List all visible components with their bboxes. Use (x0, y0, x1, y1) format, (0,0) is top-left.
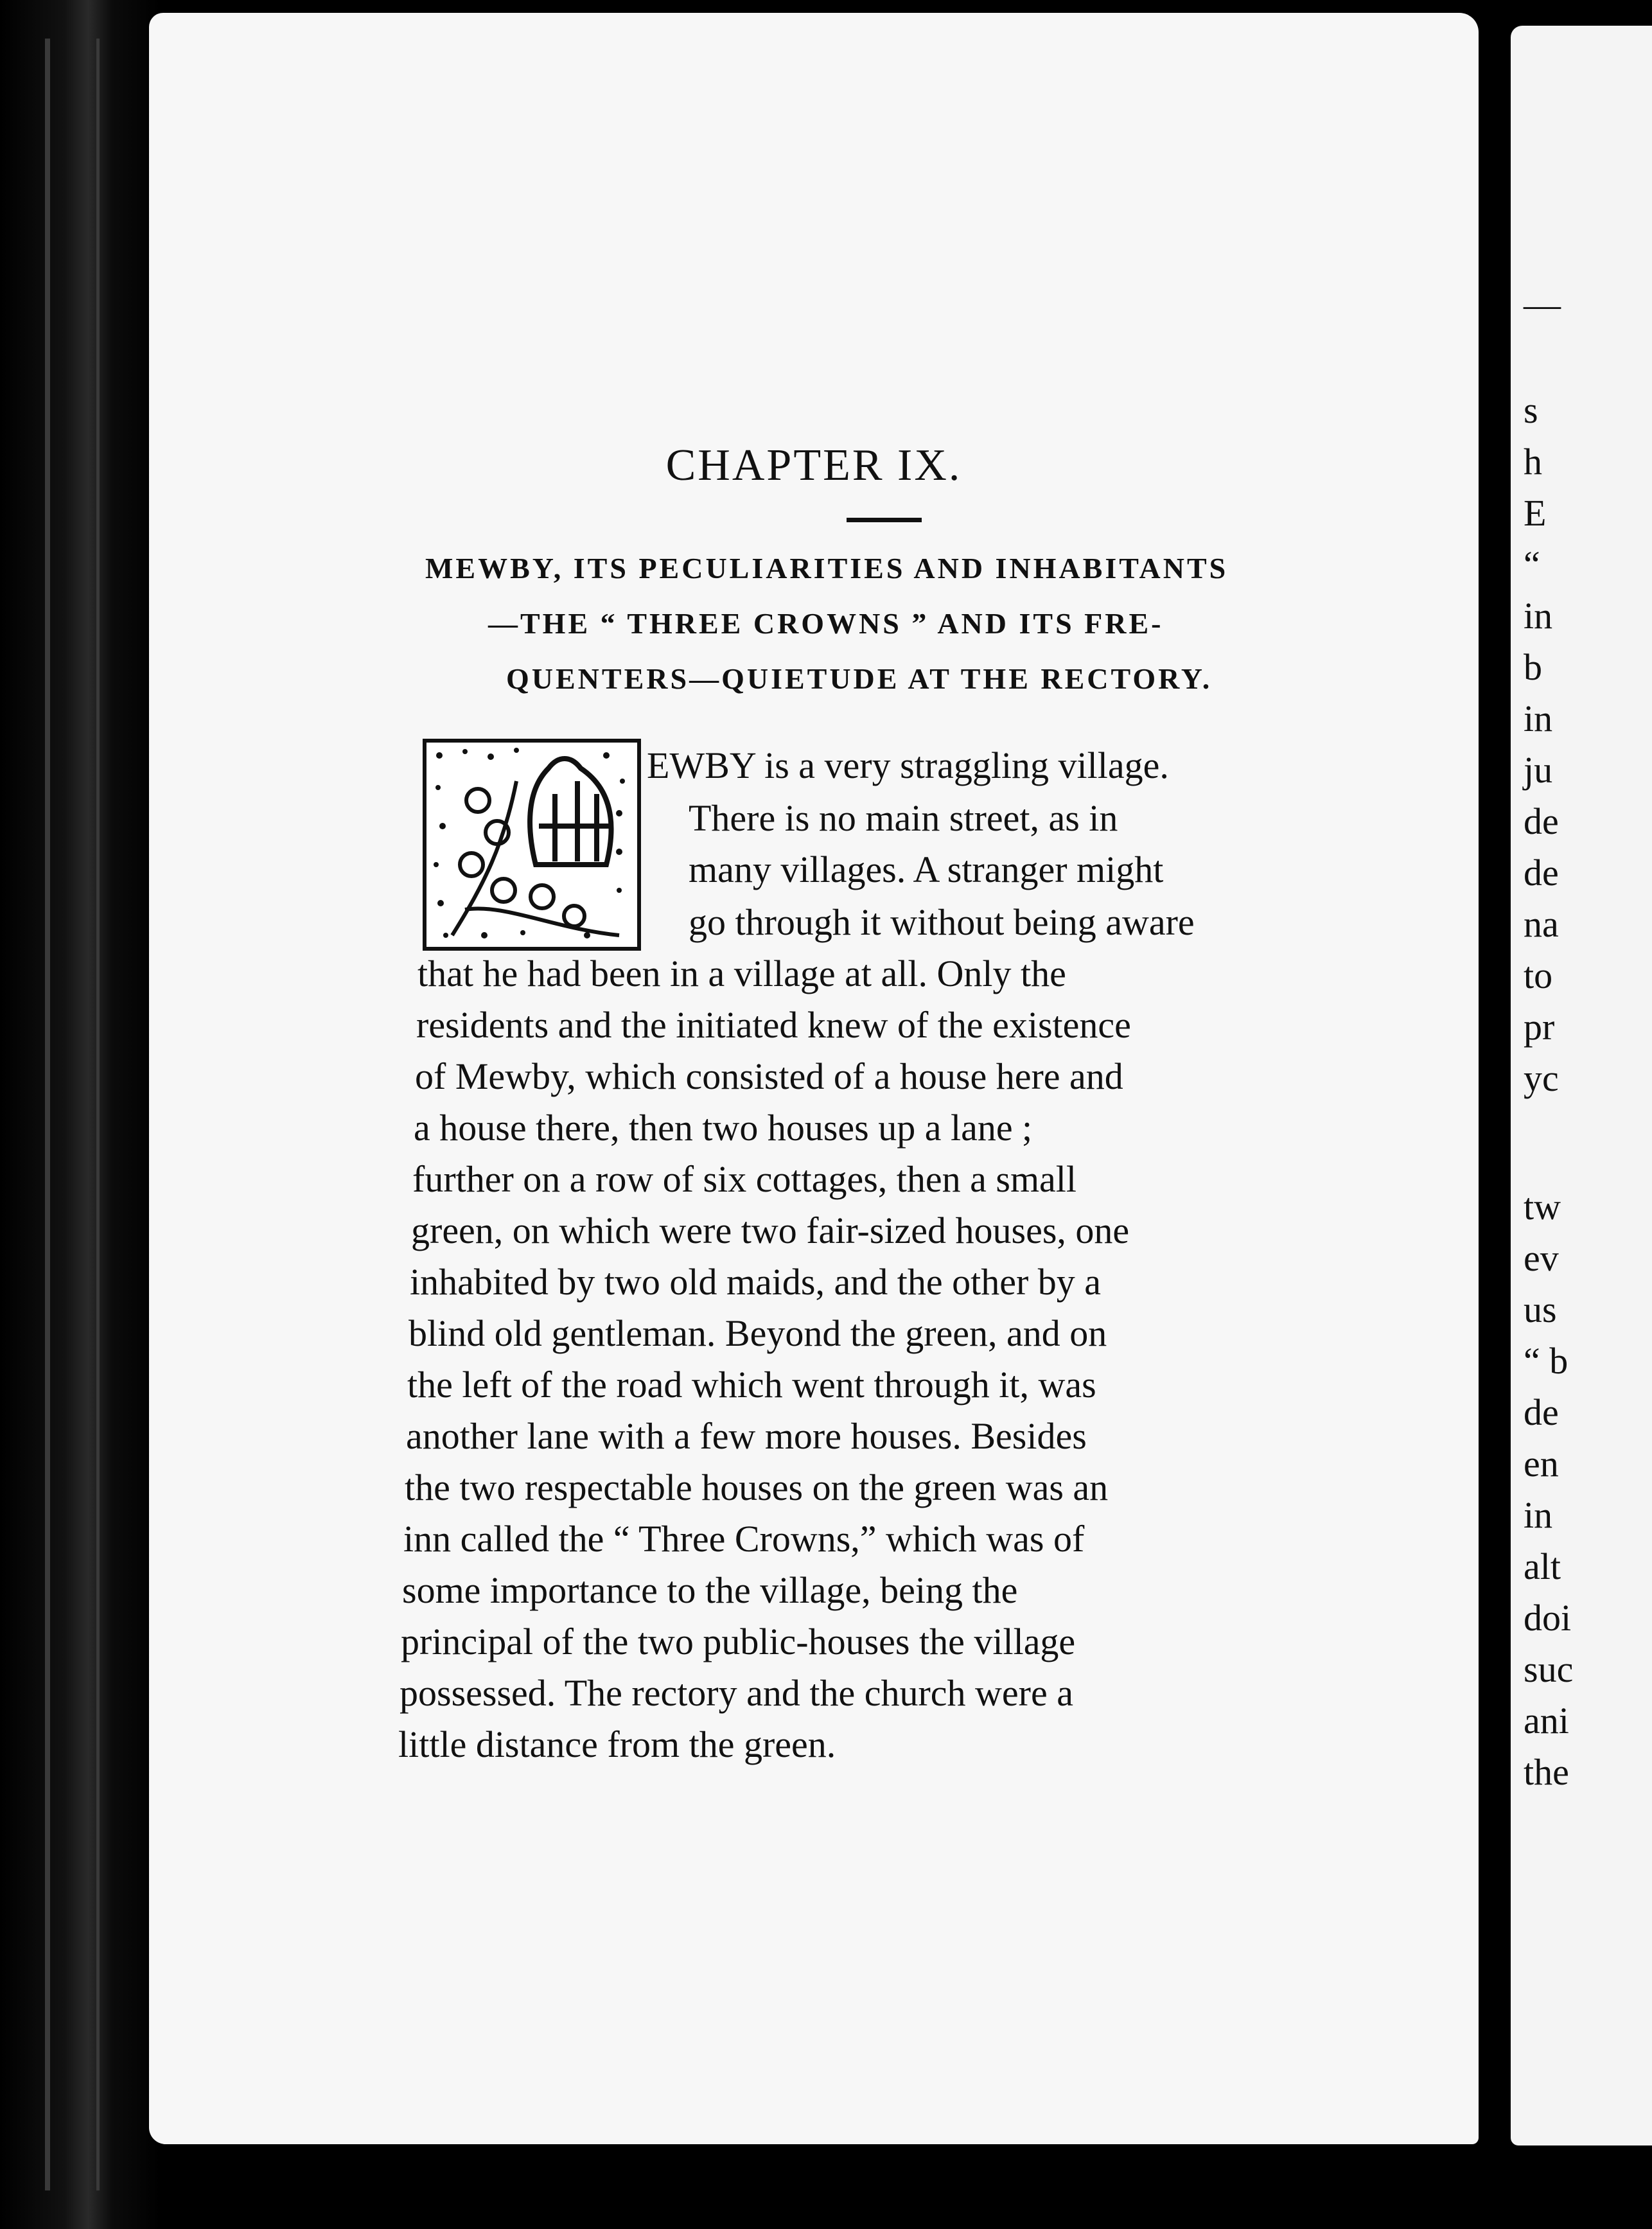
right-page-text-fragment: us (1524, 1289, 1557, 1330)
right-page-text-fragment: ani (1524, 1700, 1569, 1741)
right-page-text-fragment: to (1524, 955, 1553, 996)
body-text-line: many villages. A stranger might (689, 849, 1164, 890)
body-text-line: the two respectable houses on the green was an (405, 1467, 1109, 1508)
spine-edge (96, 39, 100, 2190)
right-page-text-fragment: b (1524, 646, 1542, 688)
chapter-title: CHAPTER IX. (665, 441, 962, 490)
right-page-text-fragment: tw (1524, 1186, 1561, 1228)
right-page-text-fragment: ju (1524, 749, 1553, 791)
right-page-text-fragment: in (1524, 698, 1553, 739)
body-text-line: possessed. The rectory and the church were a (400, 1672, 1073, 1714)
right-page-text-fragment: “ (1524, 543, 1540, 585)
right-page-edge (1511, 26, 1652, 2145)
floral-ornament-icon (426, 743, 637, 947)
right-page-text-fragment: de (1524, 800, 1559, 842)
body-text-line: EWBY is a very straggling village. (647, 744, 1169, 786)
right-page-text-fragment: “ b (1524, 1340, 1569, 1382)
right-page-text-fragment: pr (1524, 1006, 1555, 1048)
right-page-text-fragment: in (1524, 1494, 1553, 1536)
right-page-text-fragment: alt (1524, 1546, 1561, 1587)
right-page-text-fragment: en (1524, 1443, 1559, 1485)
right-page-text-fragment: de (1524, 852, 1559, 894)
body-text-line: inn called the “ Three Crowns,” which was of (403, 1518, 1085, 1560)
body-text-line: go through it without being aware (689, 901, 1195, 943)
drop-cap-ornament (423, 739, 641, 951)
right-page-text-fragment: suc (1524, 1648, 1574, 1690)
right-page-text-fragment: in (1524, 595, 1553, 637)
right-page-text-fragment: the (1524, 1751, 1569, 1793)
body-text-line: little distance from the green. (398, 1723, 836, 1765)
right-page-text-fragment: de (1524, 1391, 1559, 1433)
body-text-line: a house there, then two houses up a lane ; (414, 1107, 1033, 1149)
body-text-line: further on a row of six cottages, then a small (412, 1158, 1077, 1200)
body-text-line: some importance to the village, being the (402, 1569, 1018, 1611)
title-rule (847, 518, 922, 522)
body-text-line: the left of the road which went through it, was (407, 1364, 1096, 1405)
chapter-subtitle-line: MEWBY, ITS PECULIARITIES AND INHABITANTS (425, 552, 1229, 585)
chapter-subtitle-line: —THE “ THREE CROWNS ” AND ITS FRE- (488, 607, 1164, 640)
book-spine (0, 0, 161, 2229)
body-text-line: that he had been in a village at all. Only the (417, 953, 1066, 994)
body-text-line: blind old gentleman. Beyond the green, and on (409, 1312, 1107, 1354)
chapter-subtitle-line: QUENTERS—QUIETUDE AT THE RECTORY. (506, 662, 1213, 695)
right-page-text-fragment: s (1524, 389, 1538, 431)
right-page-text-fragment: doi (1524, 1597, 1572, 1639)
body-text-line: of Mewby, which consisted of a house here and (415, 1055, 1123, 1097)
left-page (149, 13, 1479, 2144)
right-page-text-fragment: yc (1524, 1057, 1559, 1099)
book-gutter (1479, 0, 1511, 2229)
right-page-text-fragment: h (1524, 441, 1542, 482)
right-page-text-fragment: — (1524, 283, 1561, 325)
right-page-text-fragment: ev (1524, 1237, 1559, 1279)
spine-edge (45, 39, 50, 2190)
body-text-line: inhabited by two old maids, and the other by a (410, 1261, 1102, 1303)
right-page-text-fragment: E (1524, 492, 1547, 534)
body-text-line: another lane with a few more houses. Besides (406, 1415, 1087, 1457)
body-text-line: There is no main street, as in (689, 797, 1118, 839)
body-text-line: residents and the initiated knew of the existence (416, 1004, 1131, 1046)
right-page-text-fragment: na (1524, 903, 1559, 945)
body-text-line: principal of the two public-houses the village (401, 1621, 1076, 1662)
body-text-line: green, on which were two fair-sized houses, one (411, 1210, 1130, 1251)
